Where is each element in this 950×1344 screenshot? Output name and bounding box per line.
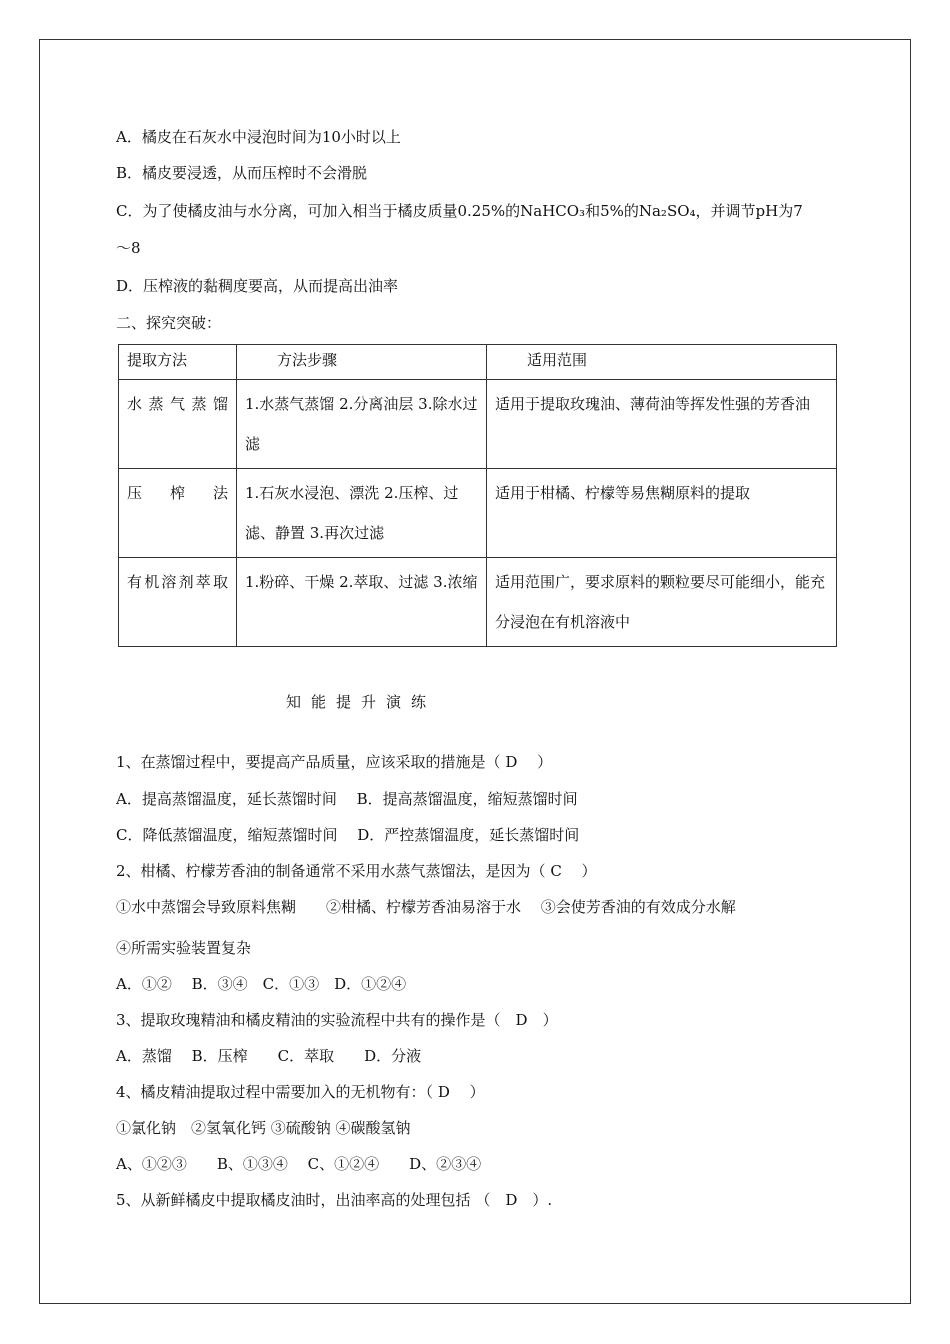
option-c-continued: ～8 — [116, 239, 141, 257]
question-3-options: A．蒸馏 B．压榨 C．萃取 D．分液 — [116, 1047, 422, 1065]
cell-method: 有机溶剂萃取 — [119, 558, 237, 647]
option-b: B．橘皮要浸透，从而压榨时不会滑脱 — [116, 164, 368, 182]
practice-title: 知能提升演练 — [286, 693, 437, 711]
question-4: 4、橘皮精油提取过程中需要加入的无机物有：（ D ） — [116, 1083, 485, 1101]
question-2: 2、柑橘、柠檬芳香油的制备通常不采用水蒸气蒸馏法，是因为（ C ） — [116, 862, 597, 880]
header-method: 提取方法 — [119, 345, 237, 380]
question-1: 1、在蒸馏过程中，要提高产品质量，应该采取的措施是（ D ） — [116, 753, 553, 771]
header-scope: 适用范围 — [487, 345, 837, 380]
option-a: A．橘皮在石灰水中浸泡时间为10小时以上 — [116, 128, 401, 146]
question-5: 5、从新鲜橘皮中提取橘皮油时，出油率高的处理包括 （ D ）. — [116, 1191, 553, 1209]
cell-method: 水蒸气蒸馏 — [119, 380, 237, 469]
cell-steps: 1.水蒸气蒸馏 2.分离油层 3.除水过滤 — [237, 380, 487, 469]
header-steps: 方法步骤 — [237, 345, 487, 380]
table-header-row — [119, 345, 837, 380]
question-2-statements: ①水中蒸馏会导致原料焦糊 ②柑橘、柠檬芳香油易溶于水 ③会使芳香油的有效成分水解 — [116, 898, 736, 916]
cell-method: 压榨法 — [119, 469, 237, 558]
extraction-methods-table — [118, 344, 837, 647]
cell-scope: 适用于提取玫瑰油、薄荷油等挥发性强的芳香油 — [487, 380, 837, 469]
cell-steps: 1.粉碎、干燥 2.萃取、过滤 3.浓缩 — [237, 558, 487, 647]
cell-scope: 适用范围广，要求原料的颗粒要尽可能细小，能充分浸泡在有机溶液中 — [487, 558, 837, 647]
question-4-options: A、①②③ B、①③④ C、①②④ D、②③④ — [116, 1155, 482, 1173]
option-c: C．为了使橘皮油与水分离，可加入相当于橘皮质量0.25%的NaHCO₃和5%的Na₂SO₄，并调节pH为7 — [116, 202, 803, 220]
cell-steps: 1.石灰水浸泡、漂洗 2.压榨、过滤、静置 3.再次过滤 — [237, 469, 487, 558]
table-row — [119, 380, 837, 469]
section-heading: 二、探究突破： — [116, 314, 222, 332]
question-4-statements: ①氯化钠 ②氢氧化钙 ③硫酸钠 ④碳酸氢钠 — [116, 1119, 411, 1137]
table-row — [119, 469, 837, 558]
question-3: 3、提取玫瑰精油和橘皮精油的实验流程中共有的操作是（ D ） — [116, 1011, 558, 1029]
question-2-options: A．①② B．③④ C．①③ D．①②④ — [116, 975, 407, 993]
question-2-statement-4: ④所需实验装置复杂 — [116, 939, 252, 957]
option-d: D．压榨液的黏稠度要高，从而提高出油率 — [116, 277, 399, 295]
table-row — [119, 558, 837, 647]
question-1-options-cd: C．降低蒸馏温度，缩短蒸馏时间 D．严控蒸馏温度，延长蒸馏时间 — [116, 826, 580, 844]
page-border — [39, 39, 911, 1304]
cell-scope: 适用于柑橘、柠檬等易焦糊原料的提取 — [487, 469, 837, 558]
question-1-options-ab: A．提高蒸馏温度，延长蒸馏时间 B．提高蒸馏温度，缩短蒸馏时间 — [116, 790, 578, 808]
